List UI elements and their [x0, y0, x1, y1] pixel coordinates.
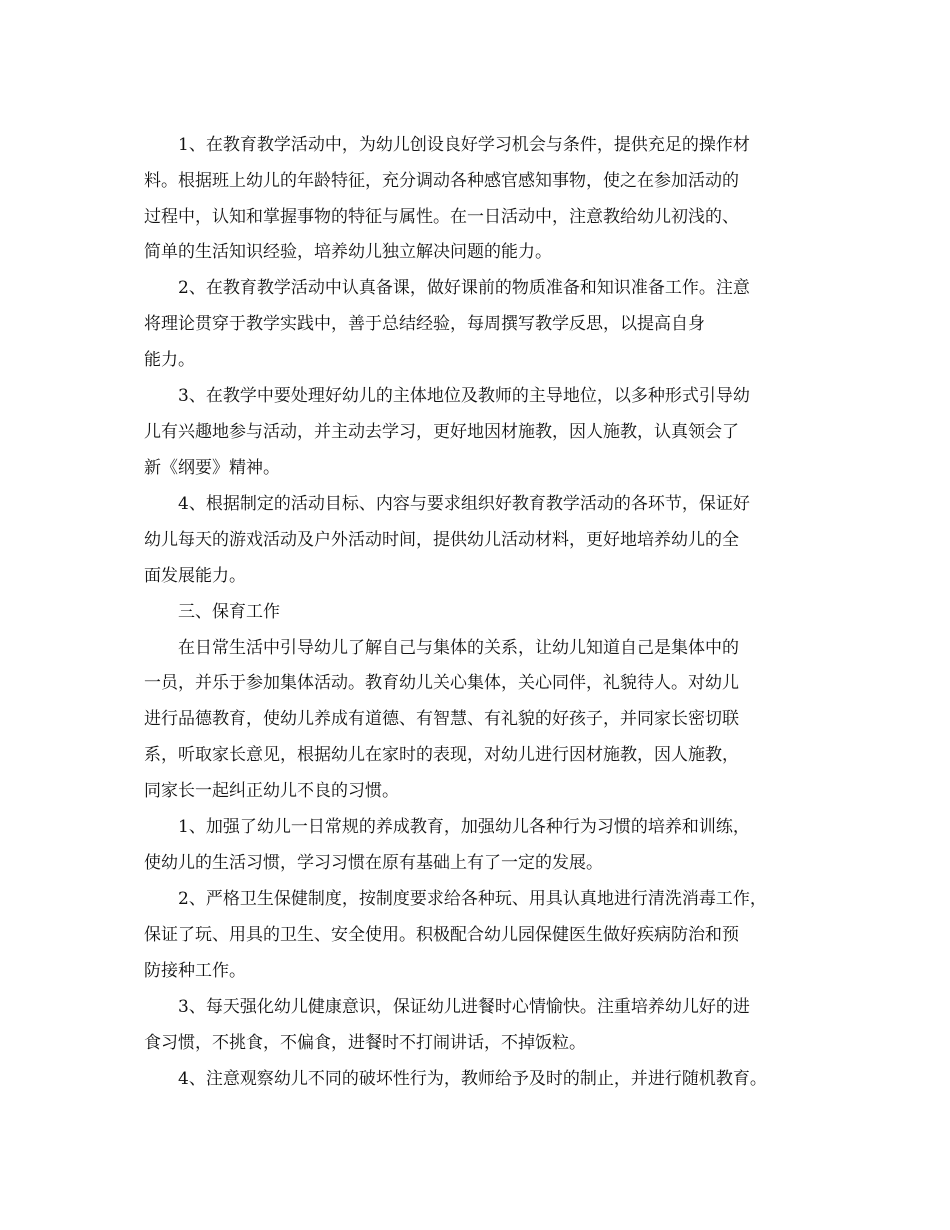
paragraph-3-line-3: 新《纲要》精神。 [144, 458, 280, 478]
paragraph-7-line-1: 2、严格卫生保健制度，按制度要求给各种玩、用具认真地进行清洗消毒工作， [178, 889, 767, 909]
paragraph-5-line-3: 进行品德教育，使幼儿养成有道德、有智慧、有礼貌的好孩子，并同家长密切联 [144, 709, 739, 729]
paragraph-5-line-4: 系，听取家长意见，根据幼儿在家时的表现，对幼儿进行因材施教，因人施教， [144, 745, 739, 765]
paragraph-1-line-1: 1、在教育教学活动中，为幼儿创设良好学习机会与条件，提供充足的操作材 [178, 135, 750, 155]
paragraph-3-line-2: 儿有兴趣地参与活动，并主动去学习，更好地因材施教，因人施教，认真领会了 [144, 422, 739, 442]
paragraph-5-line-2: 一员，并乐于参加集体活动。教育幼儿关心集体，关心同伴，礼貌待人。对幼儿 [144, 673, 739, 693]
paragraph-5-line-1: 在日常生活中引导幼儿了解自己与集体的关系，让幼儿知道自己是集体中的 [178, 638, 739, 658]
paragraph-4-line-2: 幼儿每天的游戏活动及户外活动时间，提供幼儿活动材料，更好地培养幼儿的全 [144, 530, 739, 550]
paragraph-1-line-4: 简单的生活知识经验，培养幼儿独立解决问题的能力。 [144, 242, 552, 262]
paragraph-2-line-1: 2、在教育教学活动中认真备课，做好课前的物质准备和知识准备工作。注意 [178, 278, 750, 298]
paragraph-4-line-3: 面发展能力。 [144, 566, 246, 586]
paragraph-8-line-2: 食习惯，不挑食，不偏食，进餐时不打闹讲话，不掉饭粒。 [144, 1033, 586, 1053]
paragraph-8-line-1: 3、每天强化幼儿健康意识，保证幼儿进餐时心情愉快。注重培养幼儿好的进 [178, 997, 750, 1017]
paragraph-7-line-3: 防接种工作。 [144, 961, 246, 981]
paragraph-4-line-1: 4、根据制定的活动目标、内容与要求组织好教育教学活动的各环节，保证好 [178, 494, 750, 514]
paragraph-5-line-5: 同家长一起纠正幼儿不良的习惯。 [144, 781, 399, 801]
paragraph-9-line-1: 4、注意观察幼儿不同的破坏性行为，教师给予及时的制止，并进行随机教育。 [178, 1069, 767, 1089]
paragraph-2-line-3: 能力。 [144, 350, 195, 370]
paragraph-1-line-3: 过程中，认知和掌握事物的特征与属性。在一日活动中，注意教给幼儿初浅的、 [144, 207, 739, 227]
paragraph-1-line-2: 料。根据班上幼儿的年龄特征，充分调动各种感官感知事物，使之在参加活动的 [144, 171, 739, 191]
paragraph-7-line-2: 保证了玩、用具的卫生、安全使用。积极配合幼儿园保健医生做好疾病防治和预 [144, 925, 739, 945]
paragraph-2-line-2: 将理论贯穿于教学实践中，善于总结经验，每周撰写教学反思，以提高自身 [144, 314, 705, 334]
section-heading: 三、保育工作 [178, 602, 280, 622]
paragraph-6-line-1: 1、加强了幼儿一日常规的养成教育，加强幼儿各种行为习惯的培养和训练， [178, 817, 750, 837]
paragraph-6-line-2: 使幼儿的生活习惯，学习习惯在原有基础上有了一定的发展。 [144, 853, 603, 873]
paragraph-3-line-1: 3、在教学中要处理好幼儿的主体地位及教师的主导地位，以多种形式引导幼 [178, 386, 750, 406]
